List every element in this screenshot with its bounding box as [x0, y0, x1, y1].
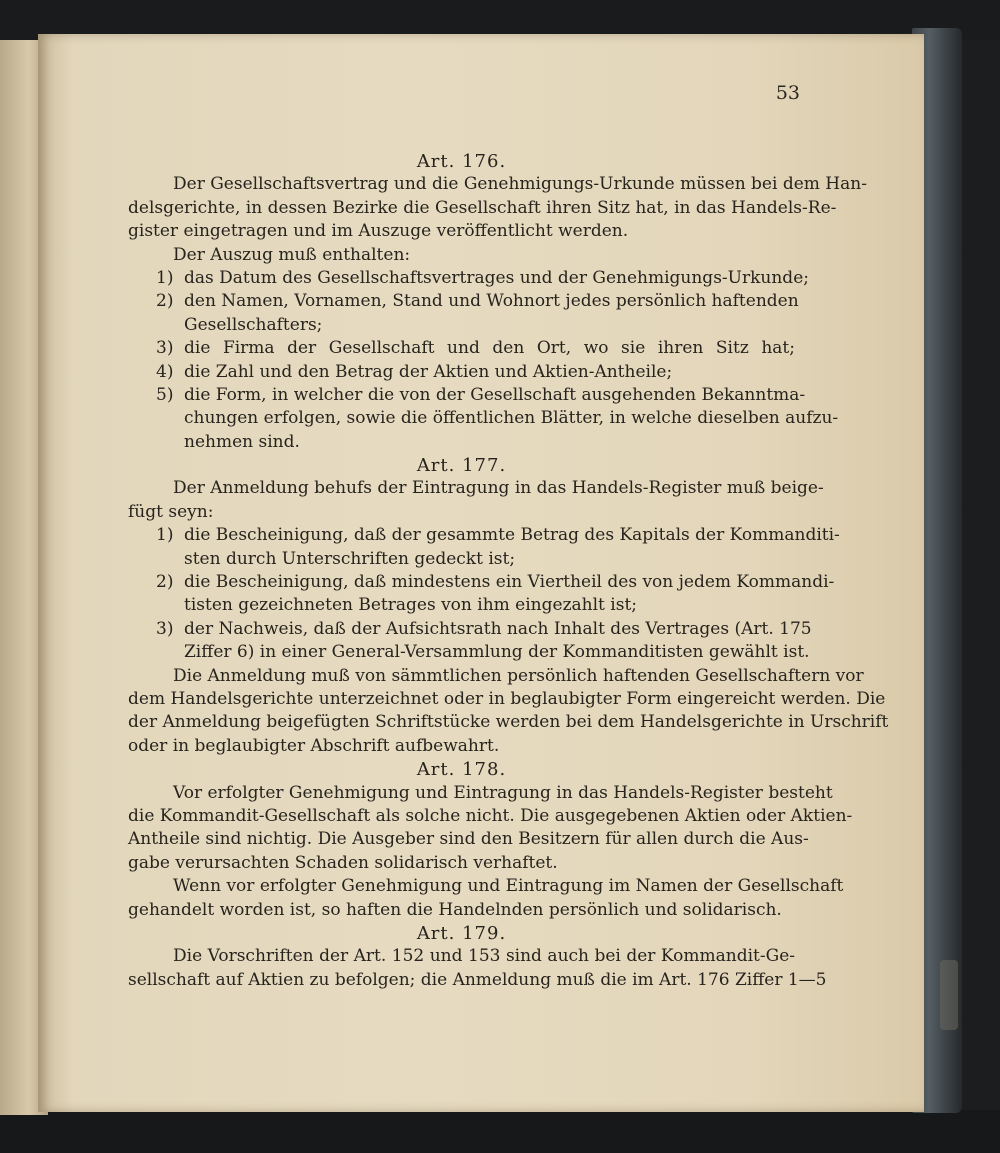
list-number: 3)	[156, 338, 174, 359]
article-176	[128, 150, 867, 454]
text-line: Die Anmeldung muß von sämmtlichen persönlich haftenden Gesellschaftern vor	[173, 665, 864, 686]
article-179	[128, 922, 827, 992]
text-line: delsgerichte, in dessen Bezirke die Gesellschaft ihren Sitz hat, in das Handels-Re-	[128, 197, 837, 218]
text-line: oder in beglaubigter Abschrift aufbewahrt.	[128, 735, 500, 756]
article-178	[128, 758, 853, 922]
list-number: 5)	[156, 384, 174, 405]
list-number: 3)	[156, 618, 174, 639]
list-text: die Bescheinigung, daß mindestens ein Viertheil des von jedem Kommandi-	[184, 572, 835, 593]
text-line: Der Auszug muß enthalten:	[173, 244, 411, 265]
list-item-continuation: sten durch Unterschriften gedeckt ist;	[184, 548, 516, 569]
list-number: 1)	[156, 267, 174, 288]
list-number: 2)	[156, 572, 174, 593]
list-item	[128, 571, 835, 594]
list-number: 2)	[156, 291, 174, 312]
list-item-continuation: nehmen sind.	[184, 431, 300, 452]
list-text: die Zahl und den Betrag der Aktien und Aktien-Antheile;	[184, 361, 673, 382]
cover-wear-spot	[940, 960, 958, 1030]
text-line: der Anmeldung beigefügten Schriftstücke werden bei dem Handelsgerichte in Urschrift	[128, 712, 889, 733]
page-body	[128, 150, 889, 992]
article-heading: Art. 177.	[416, 455, 507, 477]
list-item	[128, 618, 812, 641]
list-text: die Firma der Gesellschaft und den Ort, wo sie ihren Sitz hat;	[184, 338, 795, 359]
list-item-continuation: Ziffer 6) in einer General-Versammlung der Kommanditisten gewählt ist.	[184, 642, 810, 663]
text-line: Der Anmeldung behufs der Eintragung in das Handels-Register muß beige-	[173, 478, 824, 499]
text-line: Vor erfolgter Genehmigung und Eintragung in das Handels-Register besteht	[173, 782, 833, 803]
text-line: Antheile sind nichtig. Die Ausgeber sind den Besitzern für allen durch die Aus-	[128, 829, 809, 850]
list-item	[128, 384, 806, 407]
article-heading: Art. 179.	[416, 922, 507, 944]
text-line: gehandelt worden ist, so haften die Handelnden persönlich und solidarisch.	[128, 899, 782, 920]
page-number: 53	[775, 82, 800, 104]
article-177	[128, 454, 889, 758]
list-text: den Namen, Vornamen, Stand und Wohnort jedes persönlich haftenden	[184, 291, 799, 312]
list-item-continuation: Gesellschafters;	[184, 314, 323, 335]
text-line: gabe verursachten Schaden solidarisch verhaftet.	[128, 852, 558, 873]
text-line: die Kommandit-Gesellschaft als solche nicht. Die ausgegebenen Aktien oder Aktien-	[128, 805, 853, 826]
text-line: Wenn vor erfolgter Genehmigung und Eintragung im Namen der Gesellschaft	[173, 876, 844, 897]
list-text: der Nachweis, daß der Aufsichtsrath nach Inhalt des Vertrages (Art. 175	[184, 618, 812, 639]
text-line: dem Handelsgerichte unterzeichnet oder in beglaubigter Form eingereicht werden. Die	[128, 688, 886, 709]
article-heading: Art. 178.	[416, 759, 507, 781]
text-line: fügt seyn:	[128, 501, 214, 522]
list-item	[128, 361, 795, 384]
list-item	[128, 290, 799, 313]
list-item-continuation: tisten gezeichneten Betrages von ihm eingezahlt ist;	[184, 595, 637, 616]
list-item-continuation: chungen erfolgen, sowie die öffentlichen Blätter, in welche dieselben aufzu-	[184, 408, 839, 429]
text-line: Die Vorschriften der Art. 152 und 153 sind auch bei der Kommandit-Ge-	[173, 946, 795, 967]
list-item	[128, 524, 840, 547]
list-number: 4)	[156, 361, 174, 382]
list-item	[128, 337, 795, 360]
text-line: Der Gesellschaftsvertrag und die Genehmigungs-Urkunde müssen bei dem Han-	[173, 174, 867, 195]
list-text: das Datum des Gesellschaftsvertrages und der Genehmigungs-Urkunde;	[184, 267, 809, 288]
text-line: gister eingetragen und im Auszuge veröffentlicht werden.	[128, 221, 629, 242]
list-item	[128, 267, 809, 290]
list-number: 1)	[156, 525, 174, 546]
text-line: sellschaft auf Aktien zu befolgen; die Anmeldung muß die im Art. 176 Ziffer 1—5	[128, 969, 827, 990]
list-text: die Form, in welcher die von der Gesellschaft ausgehenden Bekanntma-	[184, 384, 806, 405]
list-text: die Bescheinigung, daß der gesammte Betrag des Kapitals der Kommanditi-	[184, 525, 840, 546]
article-heading: Art. 176.	[416, 151, 507, 172]
background-bottom	[0, 1110, 1000, 1153]
